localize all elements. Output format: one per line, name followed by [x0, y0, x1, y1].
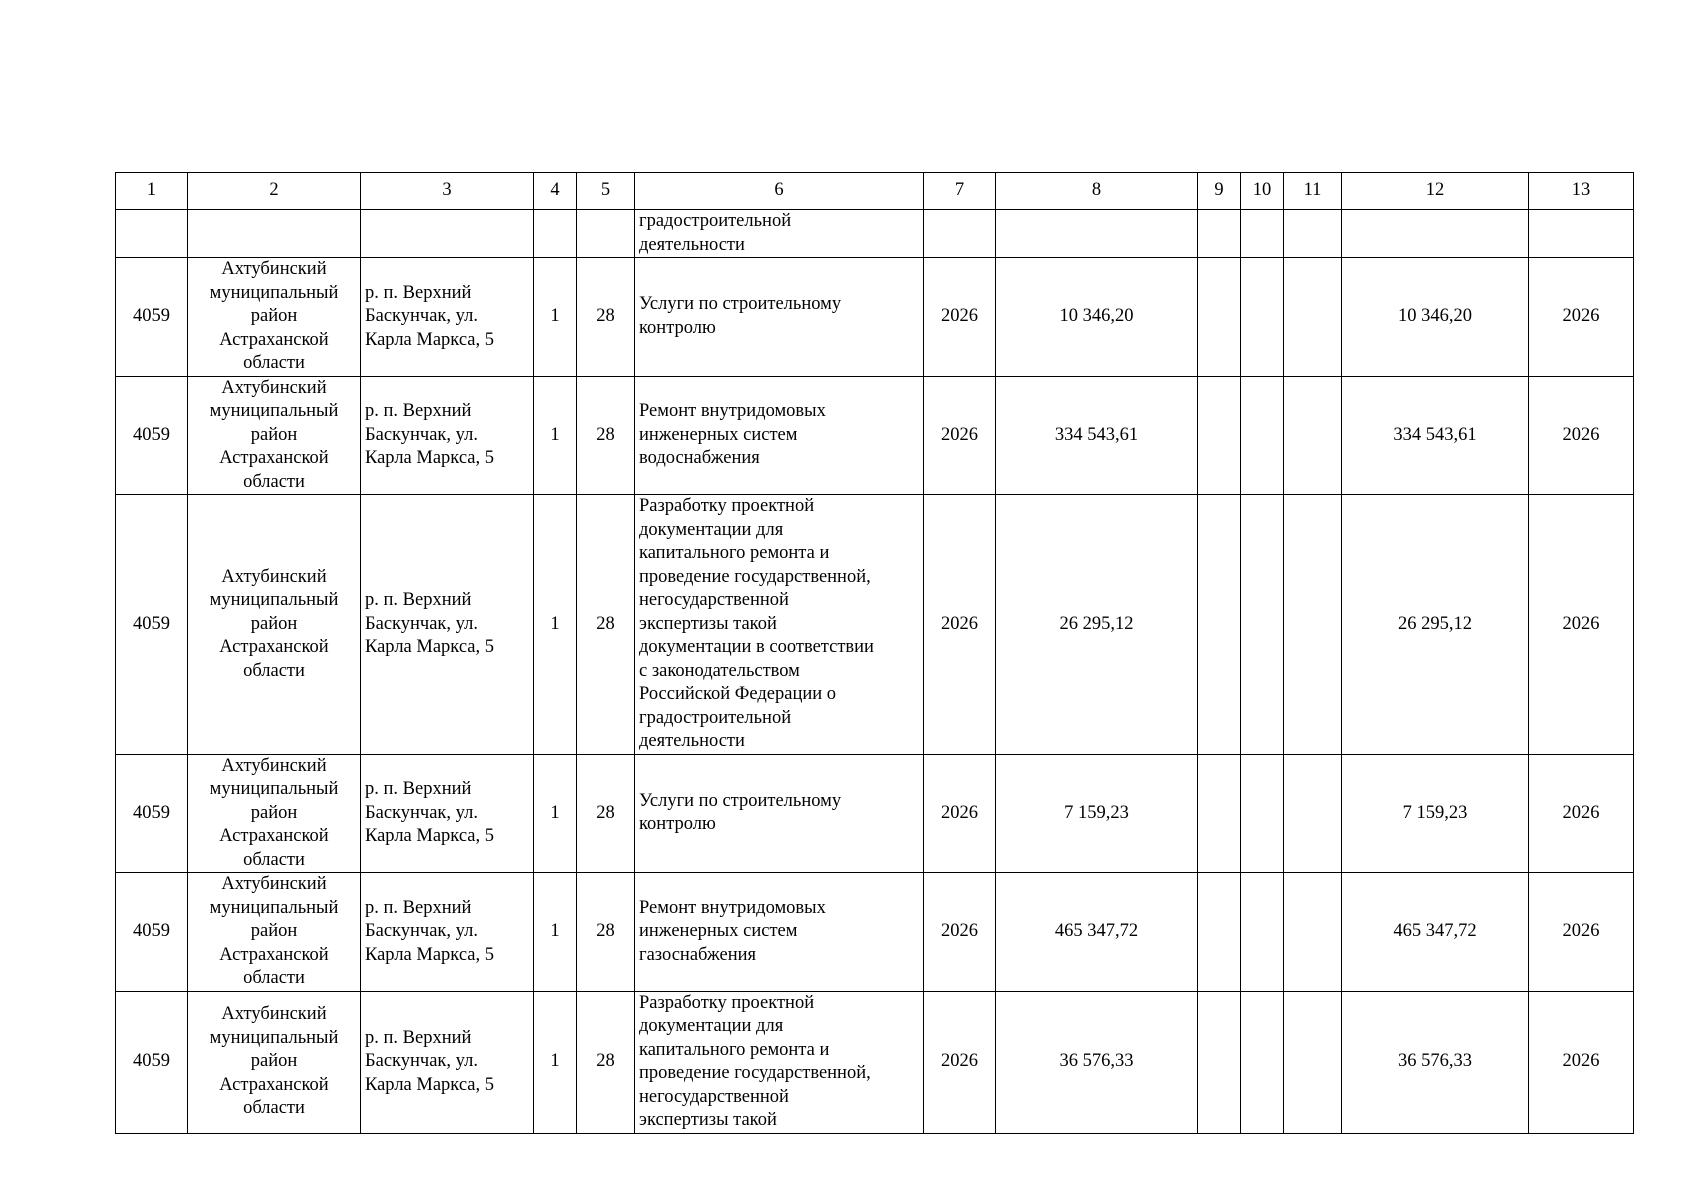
col9-cell — [1198, 495, 1241, 755]
text-line: градостроительной — [639, 707, 792, 728]
amount-cell: 7 159,23 — [996, 754, 1198, 873]
amount2-cell: 334 543,61 — [1342, 376, 1529, 495]
empty-cell — [1284, 210, 1342, 258]
header-cell: 8 — [996, 173, 1198, 210]
col11-cell — [1284, 991, 1342, 1133]
object-id-cell: 4059 — [116, 258, 188, 377]
header-cell: 12 — [1342, 173, 1529, 210]
col10-cell — [1241, 258, 1284, 377]
col4-cell: 1 — [534, 376, 577, 495]
col11-cell — [1284, 754, 1342, 873]
text-line: Ахтубинский — [221, 874, 327, 894]
col9-cell — [1198, 754, 1241, 873]
text-line: Карла Маркса, 5 — [365, 826, 494, 846]
text-line: экспертизы такой — [639, 613, 777, 634]
empty-cell — [1342, 210, 1529, 258]
text-line: Услуги по строительному — [639, 790, 842, 811]
text-line: капитального ремонта и — [639, 543, 830, 563]
continuation-row — [116, 210, 1634, 258]
col5-cell: 28 — [577, 873, 635, 992]
text-line: Ремонт внутридомовых — [639, 401, 826, 421]
col4-cell: 1 — [534, 258, 577, 377]
col9-cell — [1198, 376, 1241, 495]
text-line: газоснабжения — [639, 944, 757, 965]
amount-cell: 36 576,33 — [996, 991, 1198, 1133]
amount-cell: 26 295,12 — [996, 495, 1198, 755]
empty-cell — [534, 210, 577, 258]
text-line: Астраханской — [219, 944, 329, 965]
text-line: район — [250, 424, 298, 445]
col10-cell — [1241, 873, 1284, 992]
col11-cell — [1284, 258, 1342, 377]
empty-cell — [1529, 210, 1634, 258]
col11-cell — [1284, 376, 1342, 495]
text-line: Карла Маркса, 5 — [365, 448, 494, 468]
text-line: Баскунчак, ул. — [365, 613, 478, 634]
text-line: район — [250, 1051, 298, 1072]
header-cell: 5 — [577, 173, 635, 210]
text-line: градостроительной — [639, 211, 792, 231]
year2-cell: 2026 — [1529, 754, 1634, 873]
amount2-cell: 465 347,72 — [1342, 873, 1529, 992]
col10-cell — [1241, 991, 1284, 1133]
table-row — [116, 376, 1634, 495]
object-id-cell: 4059 — [116, 873, 188, 992]
col4-cell: 1 — [534, 991, 577, 1133]
text-line: Карла Маркса, 5 — [365, 944, 494, 965]
work-description-cell — [635, 754, 924, 873]
text-line: области — [243, 968, 305, 988]
col9-cell — [1198, 991, 1241, 1133]
text-line: район — [250, 613, 298, 634]
address-cell — [361, 991, 534, 1133]
district-cell — [188, 991, 361, 1133]
text-line: р. п. Верхний — [365, 779, 472, 799]
col4-cell: 1 — [534, 495, 577, 755]
text-line: Ремонт внутридомовых — [639, 897, 826, 918]
district-cell — [188, 258, 361, 377]
text-line: Услуги по строительному — [639, 294, 842, 315]
text-line: документации для — [639, 1016, 784, 1036]
text-line: Разработку проектной — [639, 496, 815, 516]
amount2-cell: 26 295,12 — [1342, 495, 1529, 755]
col5-cell: 28 — [577, 754, 635, 873]
header-cell: 9 — [1198, 173, 1241, 210]
text-line: Астраханской — [219, 1074, 329, 1095]
amount-cell: 334 543,61 — [996, 376, 1198, 495]
text-line: негосударственной — [639, 590, 789, 610]
amount2-cell: 7 159,23 — [1342, 754, 1529, 873]
object-id-cell: 4059 — [116, 376, 188, 495]
text-line: деятельности — [639, 731, 745, 751]
text-line: с законодательством — [639, 660, 800, 681]
text-line: водоснабжения — [639, 448, 760, 468]
text-line: Астраханской — [219, 826, 329, 846]
text-line: Баскунчак, ул. — [365, 424, 478, 445]
year2-cell: 2026 — [1529, 495, 1634, 755]
text-line: инженерных систем — [639, 424, 798, 445]
empty-cell — [996, 210, 1198, 258]
header-cell: 2 — [188, 173, 361, 210]
text-line: области — [243, 471, 305, 492]
empty-cell — [1198, 210, 1241, 258]
text-line: муниципальный — [209, 401, 339, 421]
year-cell: 2026 — [924, 258, 996, 377]
table-row — [116, 754, 1634, 873]
header-cell: 7 — [924, 173, 996, 210]
text-line: Ахтубинский — [221, 566, 327, 587]
text-line: проведение государственной, — [639, 566, 871, 587]
address-cell — [361, 495, 534, 755]
amount-cell: 10 346,20 — [996, 258, 1198, 377]
col10-cell — [1241, 495, 1284, 755]
col4-cell: 1 — [534, 754, 577, 873]
year-cell: 2026 — [924, 376, 996, 495]
empty-cell — [361, 210, 534, 258]
text-line: деятельности — [639, 234, 745, 255]
table-row — [116, 495, 1634, 755]
district-cell — [188, 495, 361, 755]
district-cell — [188, 754, 361, 873]
text-line: области — [243, 353, 305, 373]
year2-cell: 2026 — [1529, 873, 1634, 992]
work-description-cell — [635, 873, 924, 992]
district-cell — [188, 376, 361, 495]
year-cell: 2026 — [924, 495, 996, 755]
text-line: контролю — [639, 317, 716, 338]
text-line: р. п. Верхний — [365, 1027, 472, 1048]
text-line: экспертизы такой — [639, 1110, 777, 1130]
text-line: район — [250, 802, 298, 823]
year-cell: 2026 — [924, 873, 996, 992]
year-cell: 2026 — [924, 754, 996, 873]
text-line: документации в соответствии — [639, 637, 874, 657]
table-row — [116, 258, 1634, 377]
work-description-cell — [635, 376, 924, 495]
amount2-cell: 10 346,20 — [1342, 258, 1529, 377]
text-line: муниципальный — [209, 779, 339, 799]
text-line: р. п. Верхний — [365, 590, 472, 610]
work-description-cell — [635, 210, 924, 258]
year2-cell: 2026 — [1529, 258, 1634, 377]
text-line: район — [250, 921, 298, 941]
address-cell — [361, 376, 534, 495]
object-id-cell: 4059 — [116, 495, 188, 755]
col5-cell: 28 — [577, 376, 635, 495]
col10-cell — [1241, 376, 1284, 495]
col11-cell — [1284, 873, 1342, 992]
empty-cell — [188, 210, 361, 258]
text-line: Ахтубинский — [221, 377, 327, 398]
table-row — [116, 991, 1634, 1133]
text-line: район — [250, 306, 298, 326]
header-cell: 11 — [1284, 173, 1342, 210]
text-line: муниципальный — [209, 282, 339, 303]
text-line: Разработку проектной — [639, 992, 815, 1013]
text-line: р. п. Верхний — [365, 282, 472, 303]
text-line: инженерных систем — [639, 921, 798, 941]
object-id-cell: 4059 — [116, 754, 188, 873]
text-line: Карла Маркса, 5 — [365, 329, 494, 350]
text-line: Российской Федерации о — [639, 684, 837, 704]
col5-cell: 28 — [577, 495, 635, 755]
text-line: проведение государственной, — [639, 1063, 871, 1083]
empty-cell — [577, 210, 635, 258]
col5-cell: 28 — [577, 258, 635, 377]
header-cell: 10 — [1241, 173, 1284, 210]
amount2-cell: 36 576,33 — [1342, 991, 1529, 1133]
text-line: области — [243, 1098, 305, 1119]
text-line: Ахтубинский — [221, 1004, 327, 1025]
address-cell — [361, 258, 534, 377]
empty-cell — [924, 210, 996, 258]
col9-cell — [1198, 873, 1241, 992]
text-line: документации для — [639, 519, 784, 540]
text-line: Карла Маркса, 5 — [365, 1074, 494, 1095]
work-description-cell — [635, 991, 924, 1133]
text-line: муниципальный — [209, 590, 339, 610]
district-cell — [188, 873, 361, 992]
work-description-cell — [635, 258, 924, 377]
empty-cell — [116, 210, 188, 258]
text-line: Ахтубинский — [221, 259, 327, 279]
header-cell: 13 — [1529, 173, 1634, 210]
text-line: р. п. Верхний — [365, 897, 472, 918]
empty-cell — [1241, 210, 1284, 258]
text-line: Баскунчак, ул. — [365, 1051, 478, 1072]
text-line: Ахтубинский — [221, 755, 327, 776]
year2-cell: 2026 — [1529, 376, 1634, 495]
text-line: капитального ремонта и — [639, 1039, 830, 1060]
col5-cell: 28 — [577, 991, 635, 1133]
object-id-cell: 4059 — [116, 991, 188, 1133]
year2-cell: 2026 — [1529, 991, 1634, 1133]
col10-cell — [1241, 754, 1284, 873]
header-cell: 6 — [635, 173, 924, 210]
text-line: р. п. Верхний — [365, 401, 472, 421]
col9-cell — [1198, 258, 1241, 377]
text-line: Баскунчак, ул. — [365, 306, 478, 326]
header-cell: 1 — [116, 173, 188, 210]
text-line: Баскунчак, ул. — [365, 802, 478, 823]
data-table — [115, 172, 1634, 1134]
col4-cell: 1 — [534, 873, 577, 992]
header-cell: 3 — [361, 173, 534, 210]
header-cell: 4 — [534, 173, 577, 210]
text-line: Карла Маркса, 5 — [365, 637, 494, 657]
text-line: Астраханской — [219, 329, 329, 350]
text-line: области — [243, 660, 305, 681]
table-row — [116, 873, 1634, 992]
text-line: муниципальный — [209, 1027, 339, 1048]
text-line: контролю — [639, 814, 716, 835]
text-line: области — [243, 849, 305, 870]
address-cell — [361, 754, 534, 873]
work-description-cell — [635, 495, 924, 755]
text-line: муниципальный — [209, 897, 339, 918]
text-line: Баскунчак, ул. — [365, 921, 478, 941]
address-cell — [361, 873, 534, 992]
year-cell: 2026 — [924, 991, 996, 1133]
header-row — [116, 173, 1634, 210]
text-line: Астраханской — [219, 448, 329, 468]
col11-cell — [1284, 495, 1342, 755]
amount-cell: 465 347,72 — [996, 873, 1198, 992]
text-line: негосударственной — [639, 1086, 789, 1107]
text-line: Астраханской — [219, 637, 329, 657]
